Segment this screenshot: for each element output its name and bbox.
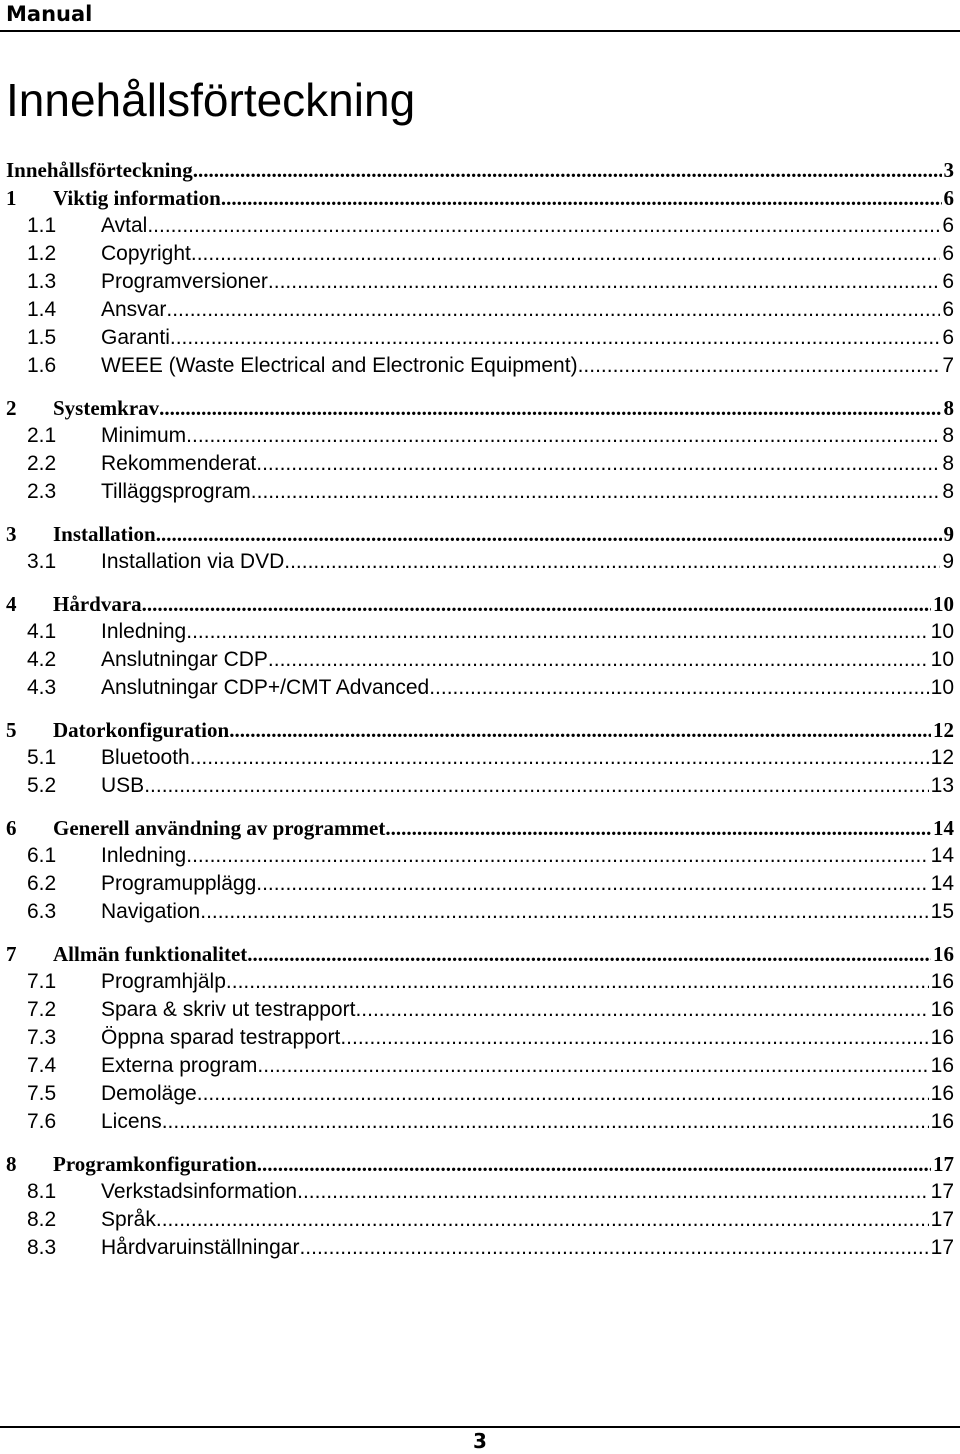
toc-entry-number: 7 xyxy=(6,942,17,966)
toc-entry[interactable] xyxy=(6,898,954,926)
toc-entry-title: Licens xyxy=(101,1110,162,1133)
toc-entry-number: 8 xyxy=(6,1152,17,1176)
toc-entry[interactable] xyxy=(6,1150,954,1178)
toc-entry-title: Programversioner xyxy=(101,270,268,293)
toc-entry[interactable] xyxy=(6,646,954,674)
toc-entry[interactable] xyxy=(6,814,954,842)
toc-entry-page: 16 xyxy=(930,1026,954,1049)
toc-entry-number: 2.1 xyxy=(27,424,57,447)
toc-entry-title: Navigation xyxy=(101,900,201,923)
toc-entry-page: 14 xyxy=(930,844,954,867)
toc-entry-number: 8.3 xyxy=(27,1236,57,1259)
toc-entry-page: 12 xyxy=(933,718,954,742)
toc-entry-title: WEEE (Waste Electrical and Electronic Equipment) xyxy=(101,354,578,377)
toc-entry-number: 2.3 xyxy=(27,480,57,503)
toc-dot-leader xyxy=(299,1234,928,1262)
toc-entry-number: 6.1 xyxy=(27,844,57,867)
toc-entry-page: 16 xyxy=(930,1054,954,1077)
toc-dot-leader xyxy=(385,814,931,842)
toc-entry-page: 6 xyxy=(942,326,954,349)
toc-entry-title: Minimum xyxy=(101,424,187,447)
toc-entry-title: Systemkrav xyxy=(53,396,160,420)
toc-entry-page: 10 xyxy=(930,620,954,643)
toc-dot-leader xyxy=(257,1150,931,1178)
toc-entry-title: Allmän funktionalitet xyxy=(53,942,248,966)
toc-entry[interactable] xyxy=(6,716,954,744)
toc-dot-leader xyxy=(186,422,940,450)
toc-entry[interactable] xyxy=(6,1234,954,1262)
toc-dot-leader xyxy=(229,716,931,744)
toc-entry-number: 1.1 xyxy=(27,214,57,237)
toc-entry-number: 7.5 xyxy=(27,1082,57,1105)
toc-entry-number: 1.3 xyxy=(27,270,57,293)
toc-entry-title: Ansvar xyxy=(101,298,167,321)
toc-entry-page: 9 xyxy=(942,550,954,573)
toc-dot-leader xyxy=(170,324,940,352)
toc-entry-title: Anslutningar CDP+/CMT Advanced xyxy=(101,676,430,699)
toc-entry-page: 13 xyxy=(930,774,954,797)
toc-entry-title: Installation xyxy=(53,522,156,546)
toc-entry-page: 16 xyxy=(930,970,954,993)
toc-entry-number: 8.1 xyxy=(27,1180,57,1203)
toc-entry-page: 16 xyxy=(930,998,954,1021)
toc-entry[interactable] xyxy=(6,1108,954,1136)
toc-entry[interactable] xyxy=(6,1052,954,1080)
toc-dot-leader xyxy=(193,156,942,184)
toc-entry-number: 4.1 xyxy=(27,620,57,643)
toc-entry-page: 7 xyxy=(942,354,954,377)
toc-entry[interactable] xyxy=(6,240,954,268)
toc-dot-leader xyxy=(186,842,928,870)
toc-entry-title: Programkonfiguration xyxy=(53,1152,257,1176)
toc-entry-title: Demoläge xyxy=(101,1082,197,1105)
toc-entry-title: Bluetooth xyxy=(101,746,190,769)
toc-entry[interactable] xyxy=(6,520,954,548)
toc-entry[interactable] xyxy=(6,324,954,352)
toc-entry-page: 17 xyxy=(930,1236,954,1259)
toc-dot-leader xyxy=(162,1108,929,1136)
toc-entry-title: Programupplägg xyxy=(101,872,257,895)
toc-entry-page: 8 xyxy=(942,480,954,503)
toc-dot-leader xyxy=(186,618,928,646)
toc-entry-number: 6.2 xyxy=(27,872,57,895)
header-divider xyxy=(0,30,960,32)
toc-entry[interactable] xyxy=(6,422,954,450)
toc-entry[interactable] xyxy=(6,352,954,380)
toc-entry-title: Generell användning av programmet xyxy=(53,816,386,840)
toc-entry-number: 2.2 xyxy=(27,452,57,475)
toc-entry-number: 5.1 xyxy=(27,746,57,769)
toc-entry[interactable] xyxy=(6,1080,954,1108)
toc-entry-page: 15 xyxy=(930,900,954,923)
toc-entry[interactable] xyxy=(6,772,954,800)
toc-dot-leader xyxy=(200,898,928,926)
toc-entry-title: Verkstadsinformation xyxy=(101,1180,298,1203)
toc-entry-title: Tilläggsprogram xyxy=(101,480,251,503)
toc-entry[interactable] xyxy=(6,744,954,772)
toc-entry-title: Viktig information xyxy=(53,186,221,210)
toc-entry-page: 3 xyxy=(943,158,954,182)
toc-entry-title: Datorkonfiguration xyxy=(53,718,230,742)
page-title: Innehållsförteckning xyxy=(6,74,416,126)
toc-entry-title: USB xyxy=(101,774,145,797)
toc-entry-page: 17 xyxy=(930,1180,954,1203)
toc-entry[interactable] xyxy=(6,870,954,898)
toc-entry-title: Rekommenderat xyxy=(101,452,257,475)
toc-dot-leader xyxy=(268,646,929,674)
toc-entry-number: 5.2 xyxy=(27,774,57,797)
toc-entry[interactable] xyxy=(6,842,954,870)
toc-entry[interactable] xyxy=(6,478,954,506)
toc-dot-leader xyxy=(197,1080,929,1108)
toc-entry-number: 3.1 xyxy=(27,550,57,573)
toc-entry[interactable] xyxy=(6,940,954,968)
toc-entry-page: 8 xyxy=(943,396,954,420)
toc-entry-title: Anslutningar CDP xyxy=(101,648,268,671)
toc-dot-leader xyxy=(166,296,940,324)
toc-dot-leader xyxy=(429,674,928,702)
toc-dot-leader xyxy=(156,520,942,548)
toc-entry-title: Installation via DVD xyxy=(101,550,285,573)
toc-entry[interactable] xyxy=(6,296,954,324)
toc-entry-number: 7.2 xyxy=(27,998,57,1021)
toc-entry-number: 1.2 xyxy=(27,242,57,265)
toc-entry-number: 1.4 xyxy=(27,298,57,321)
toc-dot-leader xyxy=(190,744,929,772)
toc-entry-page: 16 xyxy=(933,942,954,966)
toc-entry-title: Hårdvara xyxy=(53,592,142,616)
toc-dot-leader xyxy=(256,870,928,898)
toc-dot-leader xyxy=(355,996,928,1024)
toc-entry-page: 14 xyxy=(933,816,954,840)
toc-entry-number: 7.1 xyxy=(27,970,57,993)
toc-entry[interactable] xyxy=(6,156,954,184)
toc-entry[interactable] xyxy=(6,1178,954,1206)
toc-entry[interactable] xyxy=(6,1024,954,1052)
toc-dot-leader xyxy=(247,940,931,968)
toc-entry-page: 6 xyxy=(942,242,954,265)
toc-entry-number: 6.3 xyxy=(27,900,57,923)
toc-entry-number: 4.2 xyxy=(27,648,57,671)
toc-entry[interactable] xyxy=(6,450,954,478)
toc-entry[interactable] xyxy=(6,184,954,212)
toc-dot-leader xyxy=(156,1206,929,1234)
toc-entry-title: Externa program xyxy=(101,1054,258,1077)
toc-entry-number: 1.5 xyxy=(27,326,57,349)
toc-entry-page: 10 xyxy=(933,592,954,616)
toc-entry-title: Garanti xyxy=(101,326,170,349)
toc-entry[interactable] xyxy=(6,618,954,646)
toc-dot-leader xyxy=(297,1178,929,1206)
toc-dot-leader xyxy=(284,548,940,576)
toc-dot-leader xyxy=(147,212,940,240)
toc-dot-leader xyxy=(268,268,940,296)
toc-entry-title: Språk xyxy=(101,1208,156,1231)
footer-page-number: 3 xyxy=(473,1429,487,1453)
toc-entry[interactable] xyxy=(6,268,954,296)
toc-entry-page: 16 xyxy=(930,1110,954,1133)
toc-dot-leader xyxy=(340,1024,928,1052)
toc-dot-leader xyxy=(144,772,928,800)
toc-dot-leader xyxy=(251,478,941,506)
toc-entry-number: 7.6 xyxy=(27,1110,57,1133)
toc-entry-number: 6 xyxy=(6,816,17,840)
toc-entry-title: Inledning xyxy=(101,844,187,867)
toc-entry[interactable] xyxy=(6,968,954,996)
toc-dot-leader xyxy=(191,240,940,268)
toc-entry-number: 2 xyxy=(6,396,17,420)
toc-dot-leader xyxy=(159,394,941,422)
toc-entry-page: 6 xyxy=(942,214,954,237)
toc-entry-title: Avtal xyxy=(101,214,148,237)
toc-entry-number: 8.2 xyxy=(27,1208,57,1231)
toc-entry[interactable] xyxy=(6,996,954,1024)
toc-entry[interactable] xyxy=(6,212,954,240)
toc-entry-number: 3 xyxy=(6,522,17,546)
toc-entry-title: Öppna sparad testrapport xyxy=(101,1026,341,1049)
toc-entry-page: 12 xyxy=(930,746,954,769)
toc-entry[interactable] xyxy=(6,590,954,618)
toc-entry-page: 6 xyxy=(943,186,954,210)
toc-entry-title: Programhjälp xyxy=(101,970,226,993)
toc-entry-page: 6 xyxy=(942,298,954,321)
toc-entry-number: 1 xyxy=(6,186,17,210)
toc-entry-page: 8 xyxy=(942,452,954,475)
toc-dot-leader xyxy=(256,450,940,478)
toc-entry-title: Hårdvaruinställningar xyxy=(101,1236,300,1259)
table-of-contents xyxy=(6,156,954,1262)
toc-entry-page: 10 xyxy=(930,676,954,699)
toc-entry-number: 4 xyxy=(6,592,17,616)
toc-entry-number: 1.6 xyxy=(27,354,57,377)
toc-dot-leader xyxy=(226,968,929,996)
toc-entry[interactable] xyxy=(6,394,954,422)
toc-entry[interactable] xyxy=(6,548,954,576)
toc-dot-leader xyxy=(221,184,942,212)
toc-entry-page: 16 xyxy=(930,1082,954,1105)
toc-entry-page: 8 xyxy=(942,424,954,447)
document-header-label: Manual xyxy=(6,2,93,26)
toc-entry-title: Spara & skriv ut testrapport xyxy=(101,998,356,1021)
toc-entry-number: 4.3 xyxy=(27,676,57,699)
toc-entry-page: 10 xyxy=(930,648,954,671)
toc-dot-leader xyxy=(142,590,931,618)
toc-entry-title: Copyright xyxy=(101,242,191,265)
toc-entry-page: 6 xyxy=(942,270,954,293)
toc-dot-leader xyxy=(257,1052,928,1080)
toc-entry-number: 7.3 xyxy=(27,1026,57,1049)
toc-dot-leader xyxy=(578,352,941,380)
toc-entry[interactable] xyxy=(6,674,954,702)
toc-entry-title: Inledning xyxy=(101,620,187,643)
toc-entry-title: Innehållsförteckning xyxy=(6,158,193,182)
toc-entry-number: 5 xyxy=(6,718,17,742)
toc-entry[interactable] xyxy=(6,1206,954,1234)
toc-entry-page: 9 xyxy=(943,522,954,546)
toc-entry-page: 17 xyxy=(930,1208,954,1231)
toc-entry-page: 14 xyxy=(930,872,954,895)
toc-entry-page: 17 xyxy=(933,1152,954,1176)
toc-entry-number: 7.4 xyxy=(27,1054,57,1077)
